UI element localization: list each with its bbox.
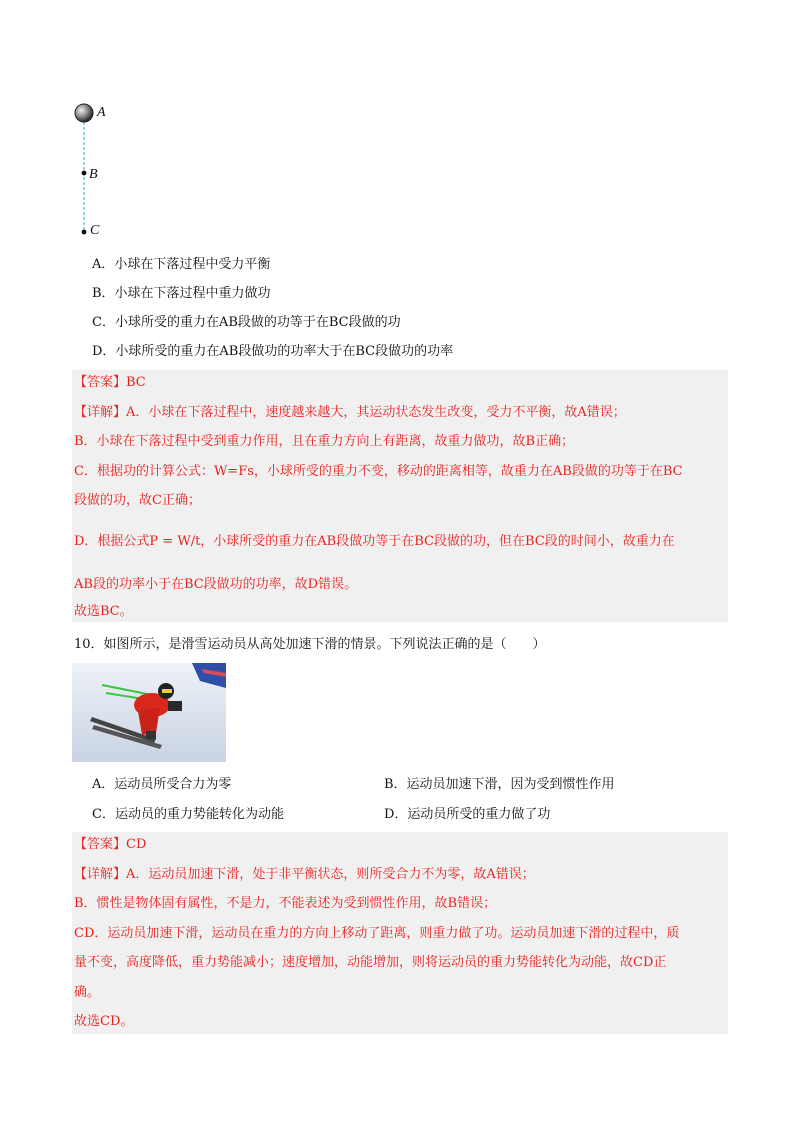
q9-option-d: D．小球所受的重力在AB段做功的功率大于在BC段做功的功率 [92,344,454,359]
q10-detail-2: B．惯性是物体固有属性，不是力，不能表述为受到惯性作用，故B错误； [74,896,497,911]
q9-detail-2: B．小球在下落过程中受到重力作用，且在重力方向上有距离，故重力做功，故B正确； [74,434,575,449]
label-a: A [97,105,106,120]
q10-option-b: B．运动员加速下滑，因为受到惯性作用 [384,777,615,792]
q10-detail-4: 量不变，高度降低，重力势能减小；速度增加，动能增加，则将运动员的重力势能转化为动能，故CD正 [74,955,667,970]
falling-ball-figure [70,100,130,240]
label-c: C [90,223,100,238]
q10-stem: 10．如图所示，是滑雪运动员从高处加速下滑的情景。下列说法正确的是（ ） [74,637,546,652]
q10-option-a: A．运动员所受合力为零 [92,777,232,792]
point-b [82,171,87,176]
q9-detail-4: 段做的功，故C正确； [74,493,201,508]
q9-detail-6: AB段的功率小于在BC段做功的功率，故D错误。 [74,577,358,592]
q9-detail-3: C．根据功的计算公式：W=Fs，小球所受的重力不变，移动的距离相等，故重力在AB段做的功等于在BC [74,464,683,479]
q9-option-b: B．小球在下落过程中重力做功 [92,286,271,301]
q9-detail-1: 【详解】A．小球在下落过程中，速度越来越大，其运动状态发生改变，受力不平衡，故A错误； [74,405,626,420]
label-b: B [89,167,98,182]
q9-option-c: C．小球所受的重力在AB段做的功等于在BC段做的功 [92,315,401,330]
q10-option-d: D．运动员所受的重力做了功 [384,807,551,822]
ball [75,104,93,122]
q9-answer: 【答案】BC [74,375,146,390]
q10-detail-5: 确。 [74,985,101,1000]
q10-detail-1: 【详解】A．运动员加速下滑，处于非平衡状态，则所受合力不为零，故A错误； [74,867,535,882]
q10-answer: 【答案】CD [74,837,147,852]
q9-option-a: A．小球在下落过程中受力平衡 [92,257,271,272]
skier-photo [72,663,226,762]
q9-detail-7: 故选BC。 [74,604,133,619]
q10-detail-6: 故选CD。 [74,1014,134,1029]
q10-option-c: C．运动员的重力势能转化为动能 [92,807,284,822]
point-c [82,230,87,235]
q10-detail-3: CD．运动员加速下滑，运动员在重力的方向上移动了距离，则重力做了功。运动员加速下滑的过程中，质 [74,926,680,941]
q9-detail-5: D．根据公式P = W/t，小球所受的重力在AB段做功等于在BC段做的功，但在BC段的时间小，故重力在 [74,534,675,549]
